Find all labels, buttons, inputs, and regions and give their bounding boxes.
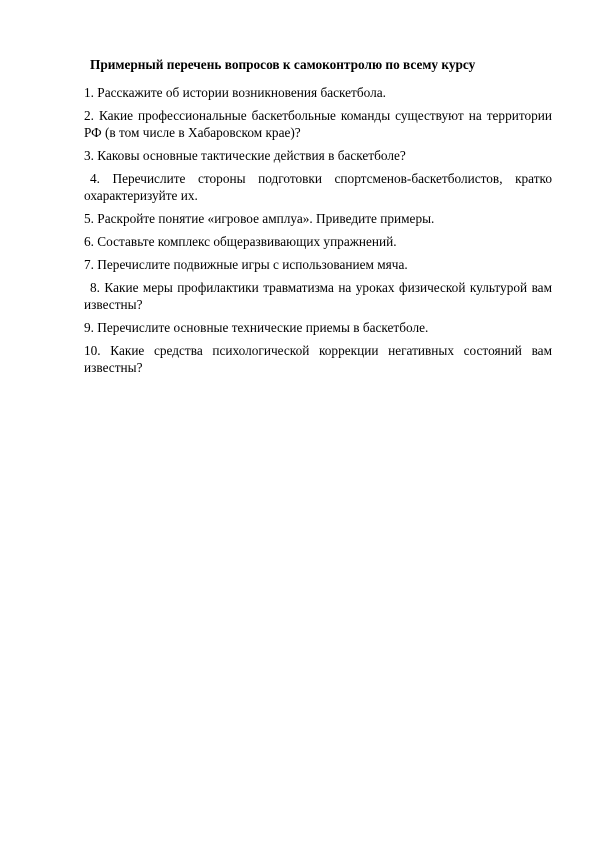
question-item: 3. Каковы основные тактические действия в баскетболе? <box>84 148 406 163</box>
question-item: 10. Какие средства психологической коррекции негативных состояний вам известны? <box>84 343 552 375</box>
question-item: 1. Расскажите об истории возникновения баскетбола. <box>84 85 386 100</box>
question-item: 4. Перечислите стороны подготовки спортсменов-баскетболистов, кратко охарактеризуйте их. <box>84 171 552 203</box>
question-item: 5. Раскройте понятие «игровое амплуа». Приведите примеры. <box>84 211 435 226</box>
question-item: 7. Перечислите подвижные игры с использованием мяча. <box>84 257 408 272</box>
question-item: 8. Какие меры профилактики травматизма на уроках физической культурой вам известны? <box>84 280 552 312</box>
question-item: 6. Составьте комплекс общеразвивающих упражнений. <box>84 234 397 249</box>
question-item: 2. Какие профессиональные баскетбольные команды существуют на территории РФ (в том числе в Хабаровском крае)? <box>84 108 552 140</box>
question-item: 9. Перечислите основные технические приемы в баскетболе. <box>84 320 429 335</box>
document-page <box>84 56 552 382</box>
question-list <box>84 84 552 376</box>
document-title: Примерный перечень вопросов к самоконтролю по всему курсу <box>90 57 476 72</box>
